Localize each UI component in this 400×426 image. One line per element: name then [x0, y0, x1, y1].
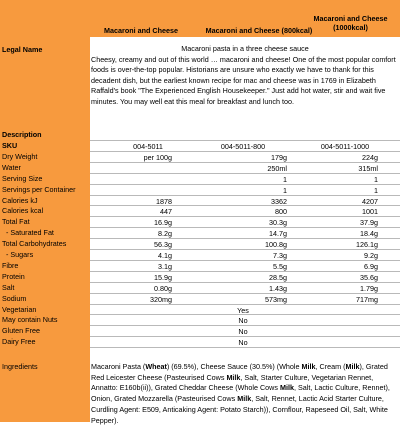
- table-cell-2: 800: [275, 207, 287, 217]
- table-cell-3: 1: [374, 174, 378, 184]
- table-cell-2: 7.3g: [273, 251, 287, 260]
- table-cell-2: 28.5g: [269, 272, 287, 282]
- ingredients-label: Ingredients: [2, 362, 38, 371]
- ingredient-text: ) (69.5%), Cheese Sauce (30.5%) (Whole: [166, 362, 302, 371]
- table-cell-3: 37.9g: [360, 218, 378, 228]
- allergen-text: Milk: [345, 362, 360, 371]
- table-cell-2: 30.3g: [269, 218, 287, 228]
- table-cell-2: 1: [283, 174, 287, 184]
- table-cell-3: 1.79g: [360, 283, 378, 293]
- row-label: Calories kJ: [2, 195, 38, 205]
- row-label: Serving Size: [2, 173, 43, 183]
- table-cell-1: 8.2g: [158, 229, 172, 239]
- row-label: Salt: [2, 282, 15, 292]
- allergen-text: Milk: [301, 362, 316, 371]
- header-col2: Macaroni and Cheese (800kcal): [205, 26, 313, 35]
- row-label: Water: [2, 162, 21, 172]
- table-cell-1: 0.80g: [154, 283, 172, 293]
- row-label: SKU: [2, 141, 18, 150]
- row-label: May contain Nuts: [2, 315, 58, 325]
- allergen-text: Milk: [226, 372, 241, 382]
- legal-name-label: Legal Name: [2, 45, 43, 54]
- table-cell-2: 573mg: [265, 294, 287, 304]
- table-cell-1: 56.3g: [154, 240, 172, 250]
- row-label: Dry Weight: [2, 151, 38, 161]
- table-cell-1: 1878: [156, 196, 172, 206]
- ingredient-text: , Cream (: [315, 362, 346, 371]
- legal-name-body: Cheesy, creamy and out of this world … macaroni and cheese! One of the most popular comfort foods is over-the-top popular. Historians are unsure who exactly we have to thank for this decadent dish, but the earliest known recipe for mac and cheese was in 1769 in Elizabeth Raffald's book "The Experienced English Housekeeper." Just add hot water, stir and wait five minutes. You may well eat this meal for breakfast and lunch too.: [91, 54, 396, 106]
- table-cell-2: 250ml: [267, 163, 287, 173]
- row-label: Fibre: [2, 260, 19, 270]
- table-cell-2: 004-5011-800: [220, 142, 266, 151]
- header-col3-line1: Macaroni and Cheese: [313, 14, 388, 23]
- table-cell-2: 100.8g: [265, 240, 287, 250]
- table-cell-2: 5.5g: [273, 261, 287, 271]
- header-col3-line2: (1000kcal): [333, 23, 368, 32]
- ingredients-text: [91, 362, 399, 426]
- row-label: Total Fat: [2, 217, 30, 227]
- table-cell-2: 179g: [271, 152, 287, 162]
- legal-name-block: [91, 44, 399, 108]
- table-cell-1: 4.1g: [158, 251, 172, 260]
- table-cell-2: No: [238, 338, 248, 348]
- table-cell-2: 1.43g: [269, 283, 287, 293]
- ingredient-text: , Salt, Starter Culture, Vegetarian Rennet, Annatto: E160b(ii)), Grated Cheddar Cheese (Whole Cows: [91, 372, 374, 393]
- table-cell-1: per 100g: [143, 152, 172, 162]
- table-cell-3: 35.6g: [360, 272, 378, 282]
- table-cell-2: No: [238, 327, 248, 337]
- table-cell-1: 004-5011: [133, 142, 163, 151]
- table-cell-3: 004-5011-1000: [320, 142, 370, 151]
- ingredient-text: , Salt, Lactic Culture, Rennet), Onion, Grated Mozzarella (Pasteurised Cows: [91, 383, 390, 404]
- legal-name-title: Macaroni pasta in a three cheese sauce: [181, 44, 309, 53]
- table-cell-3: 717mg: [356, 294, 378, 304]
- allergen-text: Milk: [237, 394, 252, 404]
- table-cell-3: 6.9g: [364, 261, 378, 271]
- table-cell-2: No: [238, 316, 248, 326]
- row-label: - Sugars: [2, 250, 34, 259]
- table-cell-3: 1: [374, 185, 378, 195]
- row-label: Dairy Free: [2, 337, 36, 347]
- header-col3: [303, 14, 398, 32]
- header-col1: Macaroni and Cheese: [104, 26, 178, 35]
- table-cell-2: 1: [283, 185, 287, 195]
- row-label: Sodium: [2, 293, 27, 303]
- allergen-text: Milk: [279, 383, 294, 393]
- row-label: Calories kcal: [2, 206, 44, 216]
- ingredient-text: , Salt, Rennet, Lactic Acid Starter Culture, Curdling Agent: E509, Anticaking Agent: Potato Starch)), Cornflour, Rapeseed Oil, Salt, White Pepper).: [91, 394, 388, 425]
- table-cell-3: 224g: [362, 152, 378, 162]
- table-cell-2: 3362: [271, 196, 287, 206]
- table-cell-3: 315ml: [358, 163, 378, 173]
- row-label: Gluten Free: [2, 326, 40, 336]
- row-label: Protein: [2, 271, 25, 281]
- row-label: Total Carbohydrates: [2, 239, 67, 249]
- allergen-text: Wheat: [145, 362, 167, 371]
- ingredient-text: Macaroni Pasta (: [91, 362, 146, 371]
- table-cell-1: 447: [160, 207, 172, 217]
- table-cell-1: 3.1g: [158, 261, 172, 271]
- table-cell-3: 4207: [362, 196, 378, 206]
- table-cell-1: 16.9g: [154, 218, 172, 228]
- row-label: - Saturated Fat: [2, 228, 54, 238]
- table-cell-2: Yes: [237, 305, 249, 315]
- table-cell-1: 320mg: [150, 294, 172, 304]
- table-cell-3: 9.2g: [364, 251, 378, 260]
- row-label: Servings per Container: [2, 184, 76, 194]
- table-cell-3: 18.4g: [360, 229, 378, 239]
- ingredient-text: ), Grated Red Leicester Cheese (Pasteurised Cows: [91, 362, 388, 382]
- table-cell-3: 1001: [362, 207, 378, 217]
- table-bottom-border: [90, 347, 400, 348]
- table-cell-1: 15.9g: [154, 272, 172, 282]
- table-cell-2: 14.7g: [269, 229, 287, 239]
- table-cell-3: 126.1g: [356, 240, 378, 250]
- row-label: Vegetarian: [2, 304, 37, 314]
- description-label: Description: [2, 130, 42, 139]
